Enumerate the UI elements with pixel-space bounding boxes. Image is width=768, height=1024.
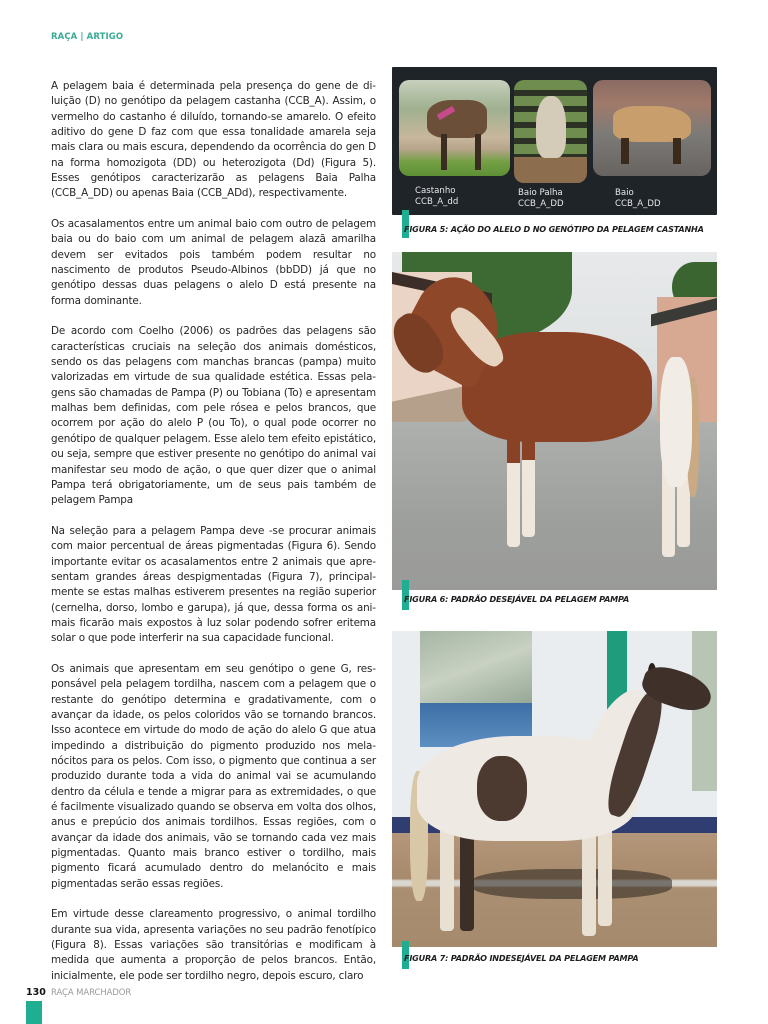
horse-baio-palha — [536, 96, 566, 158]
paragraph-gene-g: Os animais que apresentam em seu genótipo o gene G, responsável pela pelagem tordilha, nascem com a pelagem que o restante do genótipo determina e gradativamente, com o avançar da idade, os pelos coloridos vão se tornando brancos. Isso acontece em virtude do modo de ação do alelo G que atua impedindo a distribuição do pigmento produzido nos melanócitos para os pelos. Com isso, o pigmento que continua a ser produzido durante toda a vida do animal vai se acumulando dentro da célula e tende a migrar para as extremidades, o que é facilmente visualizado quando se observa em volta dos olhos, anus e prepúcio dos animais tordilhos. Essas regiões, com o avançar da idade dos animais, vão se tornando cada vez mais pigmentadas. Quanto mais branco estiver o tordilho, mais pigmento ficará acumulado dentro do melanócito e mais pigmentadas serão essas regiões. — [51, 662, 376, 890]
photo-baio — [593, 80, 711, 176]
section-tag: RAÇA | ARTIGO — [51, 32, 124, 42]
figure-7-image — [392, 631, 717, 947]
figure-6-image — [392, 252, 717, 590]
horse-leg — [598, 826, 612, 926]
horse-shadow — [472, 869, 672, 899]
paragraph-clareamento: Em virtude desse clareamento progressivo, o animal tordilho durante sua vida, apresenta variações no seu padrão fenotípico (Figura 8). Essas variações são transitórias e modificam à medida que aumenta a proporção de pelos brancos. Então, inicialmente, ele pode ser tordilho negro, depois escuro, claro — [51, 908, 376, 982]
panel-name: Baio — [615, 188, 634, 198]
poster — [420, 631, 532, 703]
paragraph-coelho: De acordo com Coelho (2006) os padrões das pelagens são características cruciais na seleção dos animais domésticos, sendo os das pelagens com manchas brancas (pampa) muito valorizadas em virtude de sua qualidade estética. Essas pelagens são chamadas de Pampa (P) ou Tobiana (To) e apresentam malhas bem definidas, com pele rósea e pelos brancos, que ocorrem por ação do alelo P (ou To), o qual pode ocorrer no genótipo de qualquer pelagem. Esse alelo tem efeito epistático, ou seja, sempre que estiver presente no genótipo do animal vai manifestar seu modo de ação, o que quer dizer que o animal Pampa terá obrigatoriamente, um de seus pais também de pelagem Pampa — [51, 325, 376, 507]
label-baio-palha — [518, 188, 564, 209]
figure-5-caption: FIGURA 5: AÇÃO DO ALELO D NO GENÓTIPO DA PELAGEM CASTANHA — [404, 224, 704, 234]
photo-castanho — [399, 80, 510, 176]
horse-leg — [440, 821, 454, 931]
poster — [692, 631, 717, 791]
photo-baio-palha — [514, 80, 587, 183]
horse-leg — [507, 427, 520, 547]
horse-leg — [582, 826, 596, 936]
panel-name: Baio Palha — [518, 188, 563, 198]
horse-baio — [613, 106, 691, 142]
dark-patch — [477, 756, 527, 821]
panel-name: Castanho — [415, 186, 456, 196]
horse-legs — [621, 138, 683, 164]
label-baio — [615, 188, 661, 209]
horse-leg — [522, 427, 535, 537]
paragraph-selecao-pampa: Na seleção para a pelagem Pampa deve -se procurar animais com maior percentual de áreas pigmentadas (Figura 6). Sendo importante evitar os acasalamentos entre 2 animais que apresentam grandes áreas despigmentadas (Figura 7), principalmente se estas malhas estiverem presentes na região superior (cernelha, dorso, lombo e garupa), já que, dessa forma os animais ficarão mais expostos à luz solar podendo sofrer eritema solar o que pode interferir na sua capacidade funcional. — [51, 524, 376, 645]
magazine-name: RAÇA MARCHADOR — [51, 988, 132, 998]
label-castanho — [415, 186, 458, 207]
paragraph-baia: A pelagem baia é determinada pela presença do gene de diluição (D) no genótipo da pelagem castanha (CCB_A). Assim, o vermelho do castanho é diluído, tornando-se amarelo. O efeito aditivo do gene D faz com que essa tonalidade amarela seja mais clara ou mais escura, dependendo da ocorrência do gen D na forma homozigota (DD) ou heterozigota (Dd) (Figura 5). Esses genótipos caracterizarão as pelagens Baia Palha (CCB_A_DD) ou apenas Baia (CCB_ADd), respectivamente. — [51, 80, 376, 200]
figure-7-caption: FIGURA 7: PADRÃO INDESEJÁVEL DA PELAGEM PAMPA — [404, 953, 639, 963]
figure-6-caption: FIGURA 6: PADRÃO DESEJÁVEL DA PELAGEM PAMPA — [404, 594, 630, 604]
white-patch — [660, 357, 692, 487]
article-body — [51, 79, 376, 999]
panel-genotype: CCB_A_dd — [415, 196, 459, 207]
paragraph-acasalamentos: Os acasalamentos entre um animal baio com outro de pelagem baia ou do baio com um animal de pelagem alazã amarilha devem ser evitados pois também podem resultar no nascimento de produtos Pseudo-Albinos (bbDD) já que no genótipo dessas duas pelagens o alelo D está presente na forma dominante. — [51, 218, 376, 307]
panel-genotype: CCB_A_DD — [615, 198, 661, 209]
panel-genotype: CCB_A_DD — [518, 198, 564, 209]
footer-accent-bar — [26, 1001, 42, 1024]
page-number: 130 — [26, 987, 46, 998]
horse-castanho — [427, 100, 487, 138]
figure-5-image — [392, 67, 717, 215]
horse-leg — [460, 826, 474, 931]
horse-legs — [441, 134, 485, 170]
